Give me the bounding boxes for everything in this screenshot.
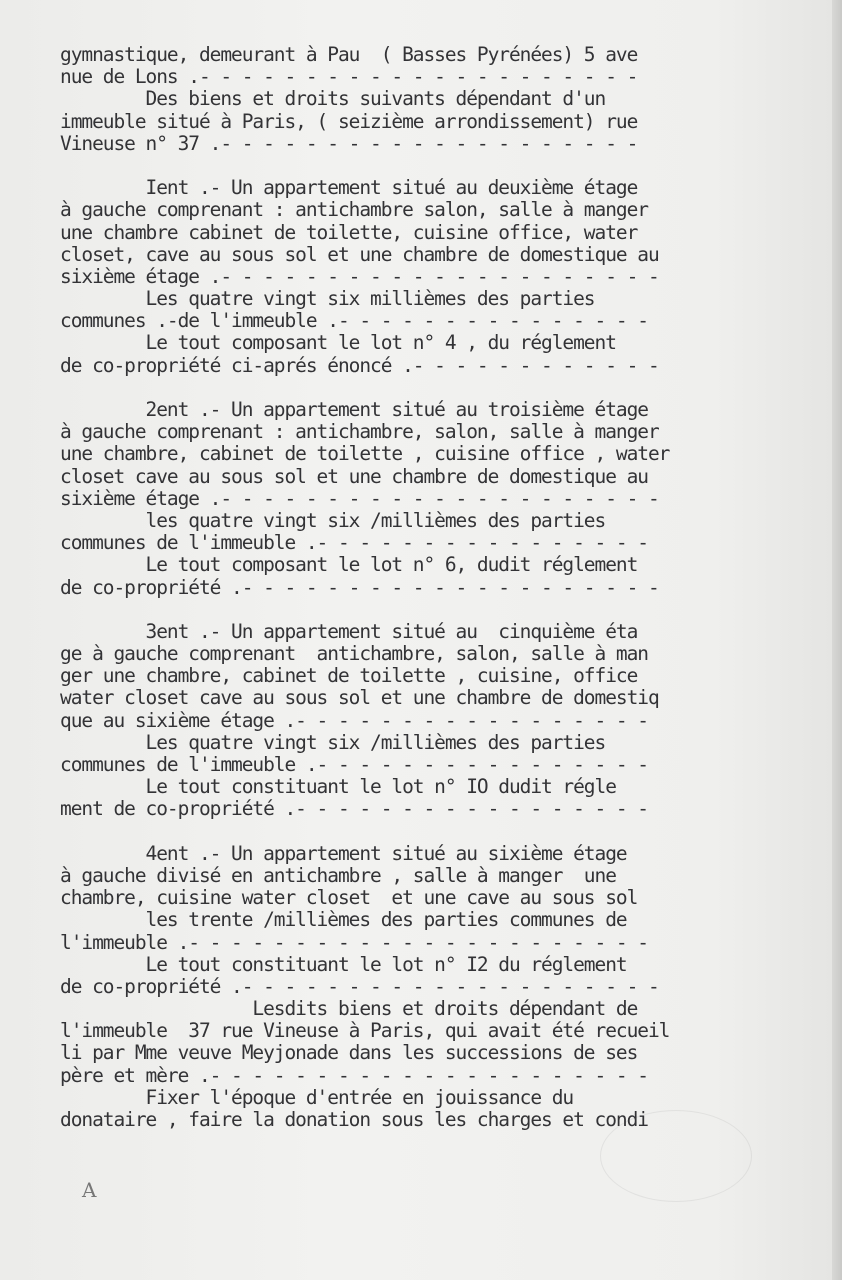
typewritten-text — [60, 44, 825, 1131]
text-line: ge à gauche comprenant antichambre, salon, salle à man — [60, 643, 648, 666]
text-line: les trente /millièmes des parties communes de — [60, 909, 627, 932]
text-line: communes .-de l'immeuble .- - - - - - - - - - - - - - - — [60, 310, 648, 333]
text-line: water closet cave au sous sol et une chambre de domestiq — [60, 687, 659, 710]
blank-line — [60, 377, 825, 399]
text-line: nue de Lons .- - - - - - - - - - - - - - - - - - - - - — [60, 66, 638, 89]
text-line: closet cave au sous sol et une chambre de domestique au — [60, 465, 648, 488]
text-line: Le tout composant le lot n° 4 , du réglement — [60, 332, 616, 355]
text-line: Vineuse n° 37 .- - - - - - - - - - - - - - - - - - - - — [60, 132, 638, 155]
text-line: sixième étage .- - - - - - - - - - - - - - - - - - - - - — [60, 487, 659, 510]
text-line: à gauche comprenant : antichambre, salon, salle à manger — [60, 421, 659, 444]
text-line: l'immeuble .- - - - - - - - - - - - - - - - - - - - - - — [60, 931, 648, 954]
blank-line — [60, 821, 825, 843]
text-line: 2ent .- Un appartement situé au troisième étage — [60, 399, 648, 421]
page-edge — [832, 0, 842, 1280]
text-line: donataire , faire la donation sous les charges et condi — [60, 1109, 648, 1131]
text-line: immeuble situé à Paris, ( seizième arrondissement) rue — [60, 110, 638, 133]
text-line: chambre, cuisine water closet et une cave au sous sol — [60, 887, 638, 910]
text-line: ger une chambre, cabinet de toilette , cuisine, office — [60, 665, 638, 688]
text-line: que au sixième étage .- - - - - - - - - - - - - - - - - — [60, 709, 648, 732]
text-line: les quatre vingt six /millièmes des parties — [60, 509, 606, 532]
text-line: li par Mme veuve Meyjonade dans les successions de ses — [60, 1042, 638, 1065]
text-line: l'immeuble 37 rue Vineuse à Paris, qui avait été recueil — [60, 1020, 670, 1043]
text-line: de co-propriété ci-aprés énoncé .- - - - - - - - - - - - — [60, 354, 659, 377]
text-line: Le tout composant le lot n° 6, dudit réglement — [60, 554, 638, 577]
text-line: sixième étage .- - - - - - - - - - - - - - - - - - - - - — [60, 265, 659, 288]
text-line: gymnastique, demeurant à Pau ( Basses Pyrénées) 5 ave — [60, 44, 638, 66]
text-line: Les quatre vingt six /millièmes des parties — [60, 731, 606, 754]
text-line: de co-propriété .- - - - - - - - - - - - - - - - - - - - — [60, 975, 659, 998]
text-line: Lesdits biens et droits dépendant de — [60, 998, 638, 1021]
text-line: de co-propriété .- - - - - - - - - - - - - - - - - - - - — [60, 576, 659, 599]
text-line: Les quatre vingt six millièmes des parties — [60, 288, 595, 311]
text-line: 4ent .- Un appartement situé au sixième étage — [60, 842, 627, 865]
text-line: 3ent .- Un appartement situé au cinquième éta — [60, 620, 638, 643]
text-line: père et mère .- - - - - - - - - - - - - - - - - - - - - — [60, 1064, 648, 1087]
text-line: Le tout constituant le lot n° I2 du réglement — [60, 953, 627, 976]
text-line: Des biens et droits suivants dépendant d'un — [60, 88, 606, 111]
text-line: une chambre, cabinet de toilette , cuisine office , water — [60, 443, 670, 466]
text-line: Fixer l'époque d'entrée en jouissance du — [60, 1086, 574, 1109]
text-line: ment de co-propriété .- - - - - - - - - - - - - - - - - — [60, 798, 648, 821]
text-line: closet, cave au sous sol et une chambre de domestique au — [60, 243, 659, 266]
text-line: communes de l'immeuble .- - - - - - - - - - - - - - - - — [60, 532, 648, 555]
text-line: à gauche comprenant : antichambre salon, salle à manger — [60, 199, 648, 222]
text-line: communes de l'immeuble .- - - - - - - - - - - - - - - - — [60, 754, 648, 776]
blank-line — [60, 599, 825, 621]
blank-line — [60, 155, 825, 177]
text-line: à gauche divisé en antichambre , salle à manger une — [60, 864, 616, 887]
text-line: une chambre cabinet de toilette, cuisine office, water — [60, 221, 638, 244]
text-line: Le tout constituant le lot n° IO dudit régle — [60, 776, 616, 799]
text-line: Ient .- Un appartement situé au deuxième étage — [60, 177, 638, 200]
margin-mark: A — [82, 1178, 97, 1202]
